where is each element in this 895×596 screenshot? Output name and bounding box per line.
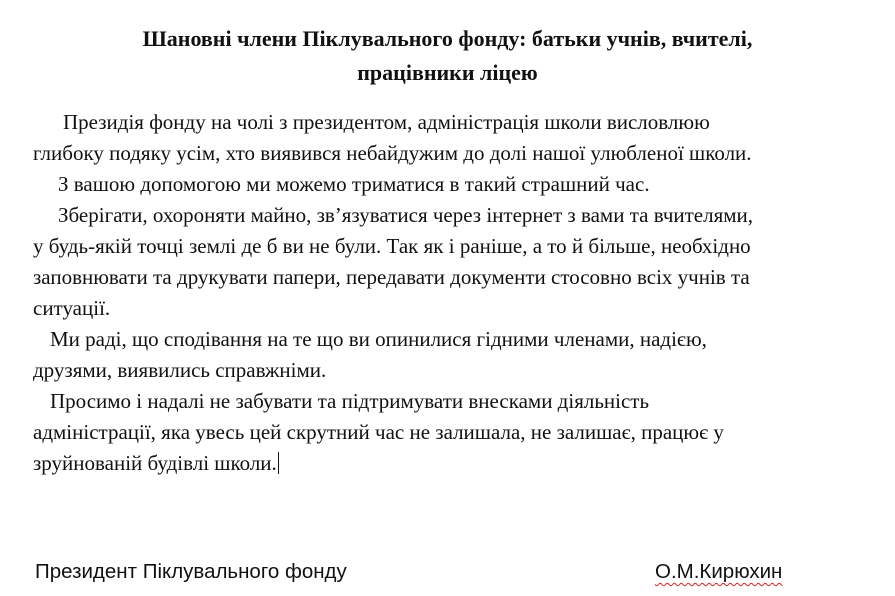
body-line: глибоку подяку усім, хто виявився небайдужим до долі нашої улюбленої школи. <box>33 141 752 165</box>
signature-title: Президент Піклувального фонду <box>35 560 347 583</box>
body-line: Президія фонду на чолі з президентом, адміністрація школи висловлюю <box>63 110 710 134</box>
body-line-last <box>33 448 279 479</box>
document-title-line-2: працівники ліцею <box>357 60 538 85</box>
body-line: Зберігати, охороняти майно, зв’язуватися через інтернет з вами та вчителями, <box>58 203 754 227</box>
body-line: адміністрації, яка увесь цей скрутний час не залишала, не залишає, працює у <box>33 420 724 444</box>
body-line: Просимо і надалі не забувати та підтримувати внесками діяльність <box>50 389 650 413</box>
body-line-text: зруйнованій будівлі школи. <box>33 451 277 475</box>
document-title-line-1: Шановні члени Піклувального фонду: батьки учнів, вчителі, <box>142 26 753 51</box>
body-line: Ми раді, що сподівання на те що ви опинилися гідними членами, надією, <box>50 327 707 351</box>
body-line: З вашою допомогою ми можемо триматися в такий страшний час. <box>58 172 650 196</box>
body-line: друзями, виявились справжніми. <box>33 358 327 382</box>
text-cursor <box>278 452 279 474</box>
body-line: заповнювати та друкувати папери, передавати документи стосовно всіх учнів та <box>33 265 750 289</box>
signature-name: О.М.Кирюхин <box>655 560 783 583</box>
body-line: ситуації. <box>33 296 111 320</box>
body-line: у будь-якій точці землі де б ви не були. Так як і раніше, а то й більше, необхідно <box>33 234 751 258</box>
